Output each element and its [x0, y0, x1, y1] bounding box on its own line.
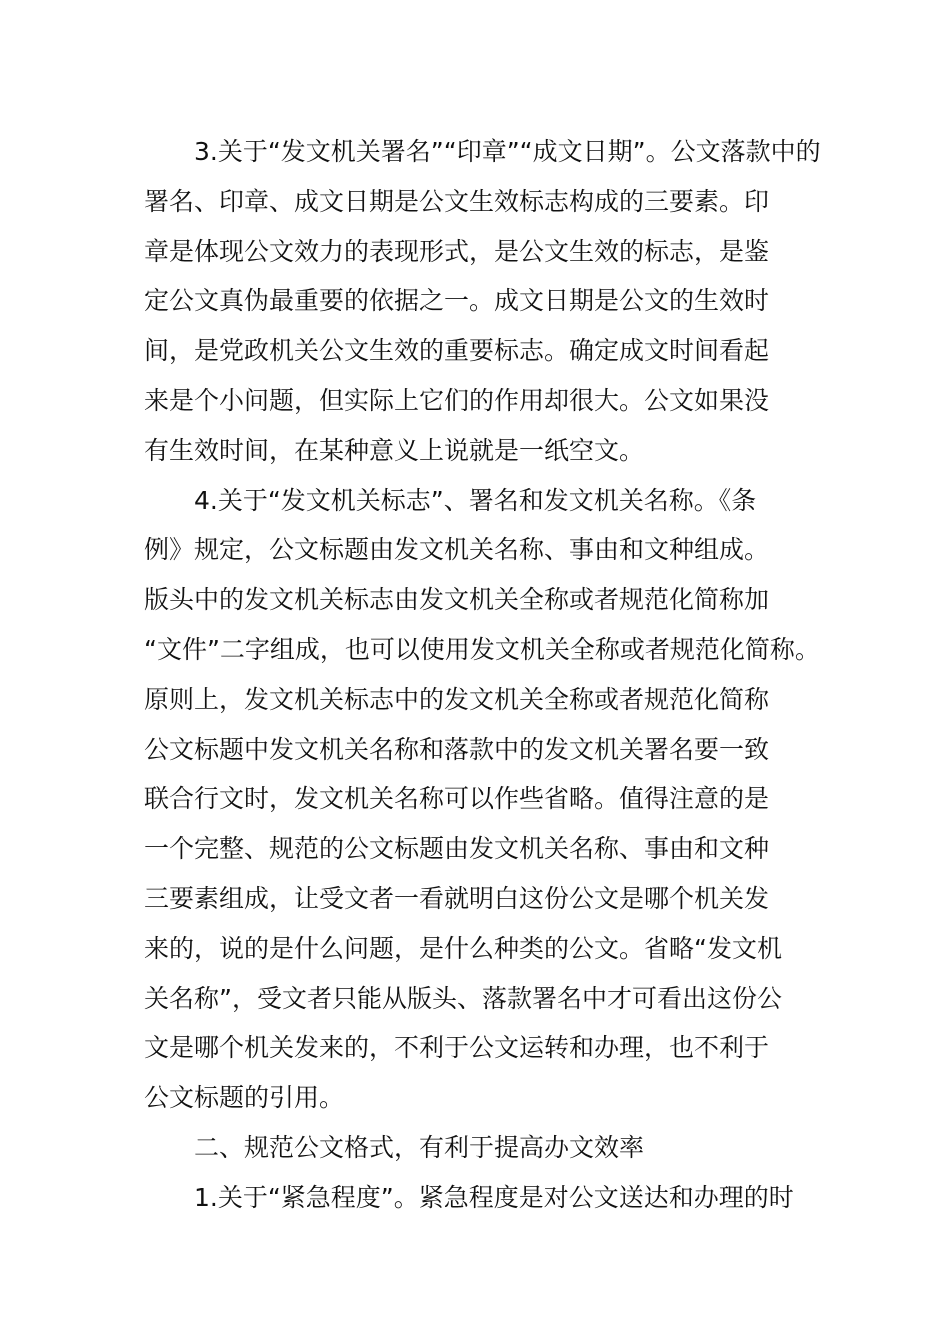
text-line: 来是个小问题，但实际上它们的作用却很大。公文如果没 — [144, 385, 770, 415]
text-line: 章是体现公文效力的表现形式，是公文生效的标志，是鉴 — [144, 236, 770, 266]
section-heading: 二、规范公文格式，有利于提高办文效率 — [194, 1132, 645, 1162]
text-line: 一个完整、规范的公文标题由发文机关名称、事由和文种 — [144, 834, 770, 864]
text-line: 有生效时间，在某种意义上说就是一纸空文。 — [144, 435, 645, 465]
text-line: 关名称”，受文者只能从版头、落款署名中才可看出这份公 — [144, 983, 782, 1013]
text-line: “文件”二字组成，也可以使用发文机关全称或者规范化简称。 — [144, 634, 820, 664]
text-line: 署名、印章、成文日期是公文生效标志构成的三要素。印 — [144, 186, 770, 216]
text-line: 版头中的发文机关标志由发文机关全称或者规范化简称加 — [144, 585, 770, 615]
text-line: 间，是党政机关公文生效的重要标志。确定成文时间看起 — [144, 336, 770, 366]
text-line: 文是哪个机关发来的，不利于公文运转和办理，也不利于 — [144, 1033, 770, 1063]
text-line: 4.关于“发文机关标志”、署名和发文机关名称。《条 — [194, 485, 757, 515]
text-line: 原则上，发文机关标志中的发文机关全称或者规范化简称 — [144, 684, 770, 714]
text-line: 来的，说的是什么问题，是什么种类的公文。省略“发文机 — [144, 933, 782, 963]
text-line: 例》规定，公文标题由发文机关名称、事由和文种组成。 — [144, 535, 770, 565]
text-line: 三要素组成，让受文者一看就明白这份公文是哪个机关发 — [144, 883, 770, 913]
text-line: 公文标题中发文机关名称和落款中的发文机关署名要一致 — [144, 734, 770, 764]
text-line: 定公文真伪最重要的依据之一。成文日期是公文的生效时 — [144, 286, 770, 316]
text-line: 1.关于“紧急程度”。紧急程度是对公文送达和办理的时 — [194, 1182, 794, 1212]
text-line: 3.关于“发文机关署名”“印章”“成文日期”。公文落款中的 — [194, 137, 821, 166]
text-line: 联合行文时，发文机关名称可以作些省略。值得注意的是 — [144, 784, 770, 814]
text-line: 公文标题的引用。 — [144, 1083, 345, 1113]
body-text — [144, 127, 824, 1223]
